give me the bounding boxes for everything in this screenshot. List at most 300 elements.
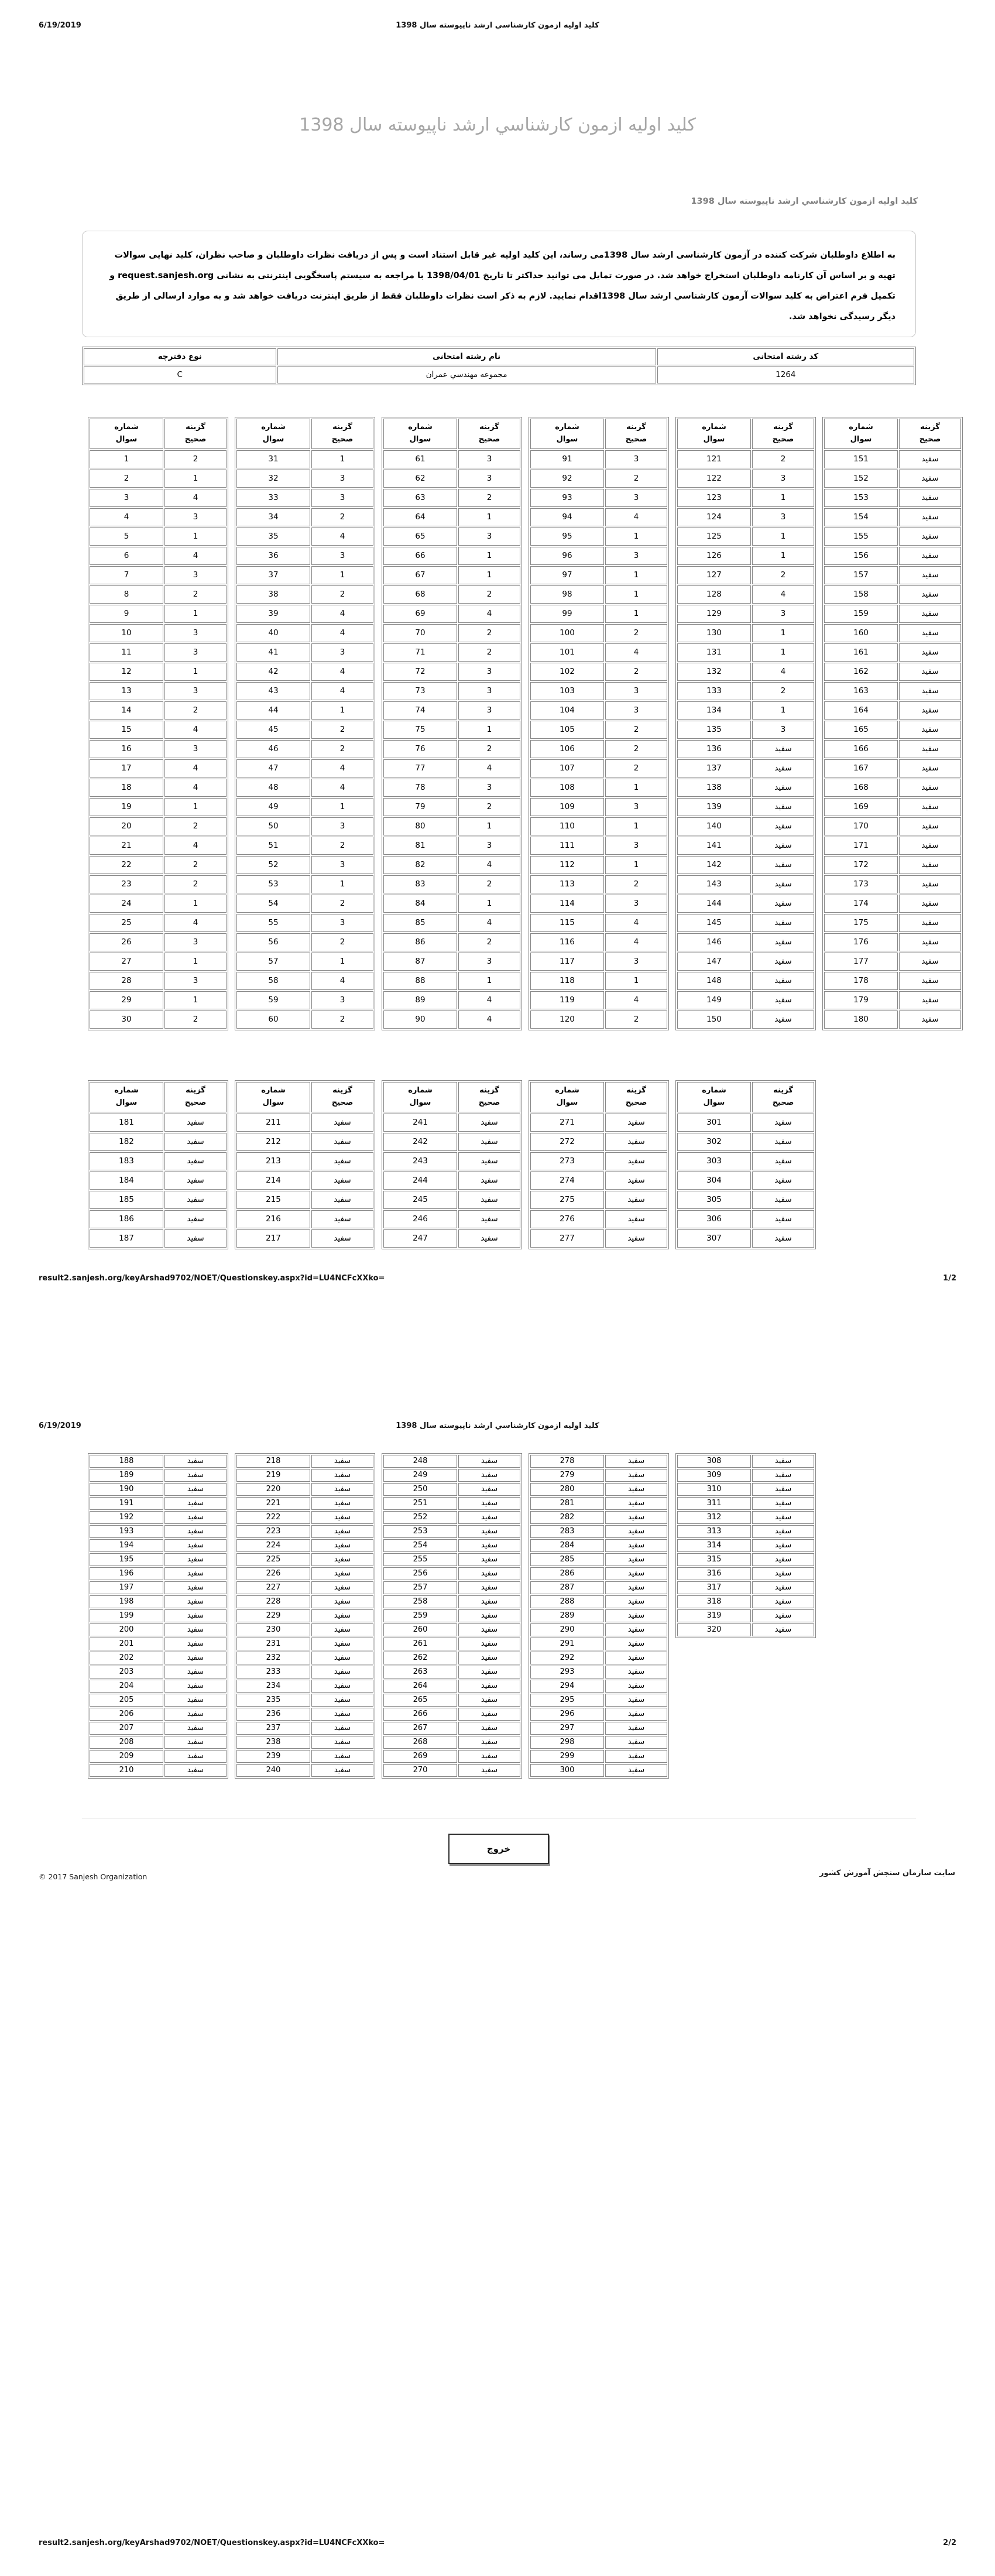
answer-row bbox=[824, 624, 961, 642]
answer-row bbox=[677, 1595, 814, 1608]
correct-option-cell: 2 bbox=[311, 508, 373, 526]
print-footer-url-page2: result2.sanjesh.org/keyArshad9702/NOET/Questionskey.aspx?id=LU4NCFcXXko= bbox=[39, 2539, 385, 2547]
question-number-header: شماره سوال bbox=[530, 419, 604, 449]
answer-row bbox=[90, 1191, 227, 1209]
question-number-cell: 149 bbox=[677, 991, 751, 1009]
answer-row bbox=[677, 779, 814, 797]
correct-option-cell: سفید bbox=[752, 991, 814, 1009]
correct-option-cell: 1 bbox=[164, 605, 227, 623]
question-number-cell: 272 bbox=[530, 1133, 604, 1151]
correct-option-cell: سفید bbox=[899, 605, 961, 623]
answer-row bbox=[383, 585, 520, 604]
answer-key-table-q61 bbox=[382, 417, 522, 1030]
question-number-cell: 274 bbox=[530, 1171, 604, 1190]
correct-option-cell: سفید bbox=[164, 1609, 227, 1622]
section-title: کلید اولیه ازمون کارشناسي ارشد ناپیوسته سال 1398 bbox=[691, 197, 918, 206]
correct-option-cell: سفید bbox=[164, 1525, 227, 1538]
correct-option-cell: سفید bbox=[752, 1210, 814, 1228]
answer-row bbox=[383, 663, 520, 681]
correct-option-cell: 2 bbox=[458, 740, 520, 758]
answer-row bbox=[90, 1666, 227, 1678]
correct-option-cell: سفید bbox=[752, 1623, 814, 1636]
answer-key-table-q151 bbox=[822, 417, 963, 1030]
answer-row bbox=[236, 663, 373, 681]
answer-row bbox=[530, 1680, 667, 1693]
question-number-cell: 121 bbox=[677, 450, 751, 468]
question-number-cell: 313 bbox=[677, 1525, 751, 1538]
question-number-cell: 25 bbox=[90, 914, 163, 932]
answer-row bbox=[677, 953, 814, 971]
question-number-cell: 126 bbox=[677, 547, 751, 565]
answer-row bbox=[530, 1623, 667, 1636]
correct-option-cell: 4 bbox=[752, 585, 814, 604]
question-number-cell: 279 bbox=[530, 1469, 604, 1482]
question-number-cell: 131 bbox=[677, 643, 751, 662]
correct-option-cell: سفید bbox=[164, 1764, 227, 1777]
answer-row bbox=[383, 643, 520, 662]
question-number-cell: 95 bbox=[530, 527, 604, 546]
question-number-cell: 139 bbox=[677, 798, 751, 816]
question-number-cell: 63 bbox=[383, 489, 457, 507]
answer-row bbox=[677, 798, 814, 816]
correct-option-cell: سفید bbox=[458, 1750, 520, 1763]
answer-row bbox=[677, 1525, 814, 1538]
answer-row bbox=[90, 663, 227, 681]
correct-option-cell: سفید bbox=[899, 489, 961, 507]
answer-row bbox=[530, 1666, 667, 1678]
answer-row bbox=[236, 508, 373, 526]
answer-row bbox=[383, 1229, 520, 1248]
answer-header-row bbox=[236, 1082, 373, 1112]
correct-option-cell: سفید bbox=[899, 663, 961, 681]
answer-row bbox=[677, 1171, 814, 1190]
question-number-cell: 266 bbox=[383, 1708, 457, 1721]
answer-row bbox=[530, 1708, 667, 1721]
question-number-cell: 287 bbox=[530, 1581, 604, 1594]
question-number-cell: 122 bbox=[677, 470, 751, 488]
answer-row bbox=[677, 1511, 814, 1524]
answer-row bbox=[383, 566, 520, 584]
correct-option-cell: 2 bbox=[164, 817, 227, 835]
answer-row bbox=[236, 1666, 373, 1678]
correct-option-cell: سفید bbox=[164, 1581, 227, 1594]
answer-row bbox=[677, 1210, 814, 1228]
answer-row bbox=[90, 817, 227, 835]
answer-row bbox=[383, 856, 520, 874]
question-number-cell: 16 bbox=[90, 740, 163, 758]
question-number-cell: 73 bbox=[383, 682, 457, 700]
correct-option-cell: سفید bbox=[164, 1623, 227, 1636]
answer-row bbox=[236, 1539, 373, 1552]
question-number-cell: 277 bbox=[530, 1229, 604, 1248]
correct-option-cell: سفید bbox=[164, 1750, 227, 1763]
correct-option-cell: سفید bbox=[458, 1722, 520, 1735]
question-number-cell: 26 bbox=[90, 933, 163, 951]
question-number-cell: 284 bbox=[530, 1539, 604, 1552]
correct-option-cell: 2 bbox=[605, 470, 667, 488]
answer-row bbox=[824, 837, 961, 855]
question-number-cell: 43 bbox=[236, 682, 310, 700]
correct-option-cell: 2 bbox=[605, 875, 667, 893]
correct-option-cell: سفید bbox=[605, 1708, 667, 1721]
question-number-cell: 301 bbox=[677, 1114, 751, 1132]
correct-option-cell: 2 bbox=[164, 701, 227, 720]
answer-row bbox=[90, 1511, 227, 1524]
answer-row bbox=[236, 953, 373, 971]
question-number-cell: 37 bbox=[236, 566, 310, 584]
answer-row bbox=[824, 779, 961, 797]
question-number-cell: 158 bbox=[824, 585, 898, 604]
correct-option-cell: سفید bbox=[605, 1469, 667, 1482]
answer-row bbox=[824, 856, 961, 874]
question-number-cell: 254 bbox=[383, 1539, 457, 1552]
correct-option-cell: 1 bbox=[752, 701, 814, 720]
question-number-cell: 124 bbox=[677, 508, 751, 526]
correct-option-cell: سفید bbox=[458, 1511, 520, 1524]
correct-option-cell: سفید bbox=[605, 1666, 667, 1678]
correct-option-cell: 2 bbox=[752, 566, 814, 584]
answer-row bbox=[824, 547, 961, 565]
answer-row bbox=[90, 527, 227, 546]
logout-button[interactable]: خروج bbox=[448, 1834, 549, 1864]
answer-header-row bbox=[677, 1082, 814, 1112]
answer-row bbox=[677, 1191, 814, 1209]
correct-option-cell: 3 bbox=[458, 953, 520, 971]
answer-row bbox=[90, 895, 227, 913]
answer-row bbox=[236, 1750, 373, 1763]
question-number-cell: 210 bbox=[90, 1764, 163, 1777]
answer-row bbox=[383, 817, 520, 835]
correct-option-cell: سفید bbox=[311, 1152, 373, 1170]
question-number-cell: 99 bbox=[530, 605, 604, 623]
question-number-cell: 239 bbox=[236, 1750, 310, 1763]
question-number-cell: 140 bbox=[677, 817, 751, 835]
correct-option-cell: سفید bbox=[752, 740, 814, 758]
question-number-cell: 298 bbox=[530, 1736, 604, 1749]
question-number-cell: 10 bbox=[90, 624, 163, 642]
correct-option-cell: 1 bbox=[605, 856, 667, 874]
correct-option-cell: سفید bbox=[311, 1483, 373, 1496]
answer-row bbox=[383, 1581, 520, 1594]
answer-row bbox=[677, 1497, 814, 1510]
question-number-cell: 204 bbox=[90, 1680, 163, 1693]
exam-name-header: نام رشته امتحانی bbox=[277, 348, 656, 365]
answer-row bbox=[383, 1171, 520, 1190]
correct-option-cell: سفید bbox=[605, 1114, 667, 1132]
question-number-cell: 306 bbox=[677, 1210, 751, 1228]
question-number-cell: 85 bbox=[383, 914, 457, 932]
answer-row bbox=[90, 1750, 227, 1763]
question-number-cell: 114 bbox=[530, 895, 604, 913]
correct-option-cell: 3 bbox=[311, 991, 373, 1009]
question-number-cell: 317 bbox=[677, 1581, 751, 1594]
answer-row bbox=[236, 547, 373, 565]
question-number-cell: 130 bbox=[677, 624, 751, 642]
answer-header-row bbox=[530, 419, 667, 449]
correct-option-cell: سفید bbox=[752, 1114, 814, 1132]
question-number-cell: 39 bbox=[236, 605, 310, 623]
question-number-cell: 293 bbox=[530, 1666, 604, 1678]
question-number-cell: 58 bbox=[236, 972, 310, 990]
answer-row bbox=[236, 1229, 373, 1248]
answer-row bbox=[90, 1694, 227, 1707]
answer-row bbox=[530, 1652, 667, 1664]
question-number-cell: 228 bbox=[236, 1595, 310, 1608]
question-number-cell: 3 bbox=[90, 489, 163, 507]
question-number-cell: 65 bbox=[383, 527, 457, 546]
answer-row bbox=[236, 1623, 373, 1636]
print-footer-pagenum-page1: 1/2 bbox=[943, 1274, 956, 1283]
question-number-cell: 281 bbox=[530, 1497, 604, 1510]
question-number-cell: 119 bbox=[530, 991, 604, 1009]
correct-option-cell: 2 bbox=[164, 875, 227, 893]
question-number-cell: 243 bbox=[383, 1152, 457, 1170]
correct-option-cell: سفید bbox=[605, 1595, 667, 1608]
question-number-cell: 184 bbox=[90, 1171, 163, 1190]
answer-row bbox=[677, 972, 814, 990]
answer-row bbox=[677, 643, 814, 662]
correct-option-cell: سفید bbox=[164, 1229, 227, 1248]
question-number-cell: 11 bbox=[90, 643, 163, 662]
question-number-cell: 148 bbox=[677, 972, 751, 990]
answer-row bbox=[236, 643, 373, 662]
question-number-cell: 282 bbox=[530, 1511, 604, 1524]
correct-option-cell: سفید bbox=[458, 1152, 520, 1170]
answer-row bbox=[236, 1511, 373, 1524]
answer-row bbox=[383, 1469, 520, 1482]
correct-option-cell: 3 bbox=[605, 682, 667, 700]
question-number-cell: 75 bbox=[383, 721, 457, 739]
correct-option-cell: سفید bbox=[164, 1191, 227, 1209]
answer-row bbox=[383, 933, 520, 951]
correct-option-cell: سفید bbox=[605, 1539, 667, 1552]
correct-option-cell: سفید bbox=[458, 1133, 520, 1151]
question-number-cell: 156 bbox=[824, 547, 898, 565]
correct-option-cell: 3 bbox=[164, 566, 227, 584]
question-number-cell: 84 bbox=[383, 895, 457, 913]
answer-row bbox=[383, 914, 520, 932]
question-number-cell: 176 bbox=[824, 933, 898, 951]
question-number-cell: 136 bbox=[677, 740, 751, 758]
answer-row bbox=[677, 663, 814, 681]
answer-row bbox=[90, 701, 227, 720]
answer-row bbox=[90, 1652, 227, 1664]
correct-option-cell: 3 bbox=[458, 701, 520, 720]
answer-row bbox=[530, 759, 667, 777]
correct-option-cell: 1 bbox=[164, 798, 227, 816]
question-number-cell: 30 bbox=[90, 1010, 163, 1029]
answer-row bbox=[677, 1010, 814, 1029]
answer-row bbox=[90, 1609, 227, 1622]
question-number-cell: 81 bbox=[383, 837, 457, 855]
question-number-cell: 187 bbox=[90, 1229, 163, 1248]
correct-option-cell: سفید bbox=[164, 1152, 227, 1170]
correct-option-cell: سفید bbox=[458, 1469, 520, 1482]
answer-row bbox=[236, 1010, 373, 1029]
question-number-cell: 60 bbox=[236, 1010, 310, 1029]
correct-option-cell: سفید bbox=[899, 933, 961, 951]
correct-option-cell: سفید bbox=[164, 1469, 227, 1482]
answer-row bbox=[824, 972, 961, 990]
answer-row bbox=[824, 953, 961, 971]
answer-row bbox=[383, 779, 520, 797]
correct-option-cell: سفید bbox=[311, 1694, 373, 1707]
question-number-cell: 117 bbox=[530, 953, 604, 971]
answer-row bbox=[383, 470, 520, 488]
correct-option-cell: سفید bbox=[752, 1010, 814, 1029]
answer-row bbox=[824, 605, 961, 623]
correct-option-cell: 1 bbox=[605, 817, 667, 835]
question-number-cell: 297 bbox=[530, 1722, 604, 1735]
question-number-header: شماره سوال bbox=[90, 1082, 163, 1112]
question-number-cell: 56 bbox=[236, 933, 310, 951]
question-number-cell: 180 bbox=[824, 1010, 898, 1029]
question-number-cell: 59 bbox=[236, 991, 310, 1009]
question-number-cell: 78 bbox=[383, 779, 457, 797]
question-number-cell: 35 bbox=[236, 527, 310, 546]
question-number-cell: 290 bbox=[530, 1623, 604, 1636]
answer-row bbox=[236, 837, 373, 855]
question-number-cell: 240 bbox=[236, 1764, 310, 1777]
answer-key-table-q1 bbox=[88, 417, 228, 1030]
correct-option-cell: 3 bbox=[752, 470, 814, 488]
answer-row bbox=[530, 605, 667, 623]
answer-row bbox=[90, 721, 227, 739]
correct-option-cell: 3 bbox=[164, 624, 227, 642]
answer-row bbox=[824, 798, 961, 816]
answer-row bbox=[530, 817, 667, 835]
correct-option-cell: سفید bbox=[899, 566, 961, 584]
answer-row bbox=[383, 875, 520, 893]
question-number-cell: 196 bbox=[90, 1567, 163, 1580]
correct-option-cell: سفید bbox=[458, 1171, 520, 1190]
correct-option-cell: سفید bbox=[752, 1152, 814, 1170]
question-number-cell: 91 bbox=[530, 450, 604, 468]
question-number-cell: 302 bbox=[677, 1133, 751, 1151]
answer-row bbox=[236, 895, 373, 913]
question-number-cell: 233 bbox=[236, 1666, 310, 1678]
answer-row bbox=[530, 1609, 667, 1622]
correct-option-cell: سفید bbox=[311, 1750, 373, 1763]
print-footer-pagenum-page2: 2/2 bbox=[943, 2539, 956, 2547]
question-number-cell: 86 bbox=[383, 933, 457, 951]
correct-option-cell: سفید bbox=[164, 1736, 227, 1749]
correct-option-cell: سفید bbox=[458, 1553, 520, 1566]
question-number-cell: 163 bbox=[824, 682, 898, 700]
answer-row bbox=[236, 1525, 373, 1538]
correct-option-cell: سفید bbox=[458, 1455, 520, 1468]
answer-header-row bbox=[530, 1082, 667, 1112]
question-number-cell: 68 bbox=[383, 585, 457, 604]
correct-option-cell: سفید bbox=[164, 1638, 227, 1650]
correct-option-cell: سفید bbox=[752, 837, 814, 855]
answer-row bbox=[383, 721, 520, 739]
correct-option-cell: سفید bbox=[752, 798, 814, 816]
correct-option-cell: سفید bbox=[458, 1483, 520, 1496]
correct-option-cell: سفید bbox=[605, 1623, 667, 1636]
question-number-cell: 312 bbox=[677, 1511, 751, 1524]
question-number-header: شماره سوال bbox=[824, 419, 898, 449]
correct-option-cell: 2 bbox=[311, 933, 373, 951]
question-number-cell: 275 bbox=[530, 1191, 604, 1209]
answer-row bbox=[824, 875, 961, 893]
correct-option-cell: سفید bbox=[164, 1455, 227, 1468]
question-number-cell: 47 bbox=[236, 759, 310, 777]
correct-option-cell: سفید bbox=[605, 1511, 667, 1524]
correct-option-cell: سفید bbox=[752, 1497, 814, 1510]
question-number-cell: 161 bbox=[824, 643, 898, 662]
answer-row bbox=[383, 1652, 520, 1664]
answer-row bbox=[383, 972, 520, 990]
question-number-cell: 127 bbox=[677, 566, 751, 584]
correct-option-cell: 4 bbox=[605, 933, 667, 951]
correct-option-cell: سفید bbox=[311, 1764, 373, 1777]
answer-row bbox=[383, 1750, 520, 1763]
answer-row bbox=[90, 856, 227, 874]
correct-option-cell: 2 bbox=[605, 663, 667, 681]
question-number-cell: 171 bbox=[824, 837, 898, 855]
notice-box bbox=[82, 231, 916, 337]
answer-row bbox=[90, 740, 227, 758]
correct-option-cell: سفید bbox=[752, 1553, 814, 1566]
question-number-cell: 288 bbox=[530, 1595, 604, 1608]
answer-row bbox=[530, 837, 667, 855]
question-number-cell: 153 bbox=[824, 489, 898, 507]
answer-key-table-q301 bbox=[675, 1080, 816, 1249]
answer-header-row bbox=[383, 1082, 520, 1112]
question-number-cell: 90 bbox=[383, 1010, 457, 1029]
question-number-cell: 241 bbox=[383, 1114, 457, 1132]
answer-row bbox=[677, 1567, 814, 1580]
correct-option-cell: سفید bbox=[311, 1680, 373, 1693]
question-number-cell: 42 bbox=[236, 663, 310, 681]
correct-option-cell: سفید bbox=[311, 1595, 373, 1608]
correct-option-cell: سفید bbox=[899, 624, 961, 642]
answer-key-table-q248 bbox=[382, 1453, 522, 1779]
correct-option-cell: 3 bbox=[605, 837, 667, 855]
question-number-cell: 19 bbox=[90, 798, 163, 816]
correct-option-cell: سفید bbox=[605, 1229, 667, 1248]
correct-option-cell: سفید bbox=[605, 1525, 667, 1538]
correct-option-cell: سفید bbox=[164, 1694, 227, 1707]
question-number-cell: 205 bbox=[90, 1694, 163, 1707]
answer-row bbox=[530, 643, 667, 662]
question-number-cell: 178 bbox=[824, 972, 898, 990]
correct-option-cell: سفید bbox=[752, 1609, 814, 1622]
answer-row bbox=[236, 817, 373, 835]
question-number-cell: 98 bbox=[530, 585, 604, 604]
correct-option-cell: سفید bbox=[605, 1609, 667, 1622]
question-number-cell: 314 bbox=[677, 1539, 751, 1552]
correct-option-cell: 3 bbox=[752, 721, 814, 739]
answer-key-block-q1-180 bbox=[88, 417, 963, 1030]
correct-option-cell: 1 bbox=[164, 991, 227, 1009]
correct-option-cell: سفید bbox=[311, 1171, 373, 1190]
answer-row bbox=[236, 875, 373, 893]
correct-option-cell: 1 bbox=[311, 875, 373, 893]
question-number-cell: 17 bbox=[90, 759, 163, 777]
question-number-cell: 221 bbox=[236, 1497, 310, 1510]
question-number-cell: 112 bbox=[530, 856, 604, 874]
correct-option-cell: 2 bbox=[164, 1010, 227, 1029]
answer-row bbox=[677, 933, 814, 951]
question-number-cell: 179 bbox=[824, 991, 898, 1009]
question-number-cell: 8 bbox=[90, 585, 163, 604]
answer-row bbox=[677, 1609, 814, 1622]
answer-row bbox=[824, 527, 961, 546]
answer-row bbox=[824, 663, 961, 681]
answer-row bbox=[530, 489, 667, 507]
